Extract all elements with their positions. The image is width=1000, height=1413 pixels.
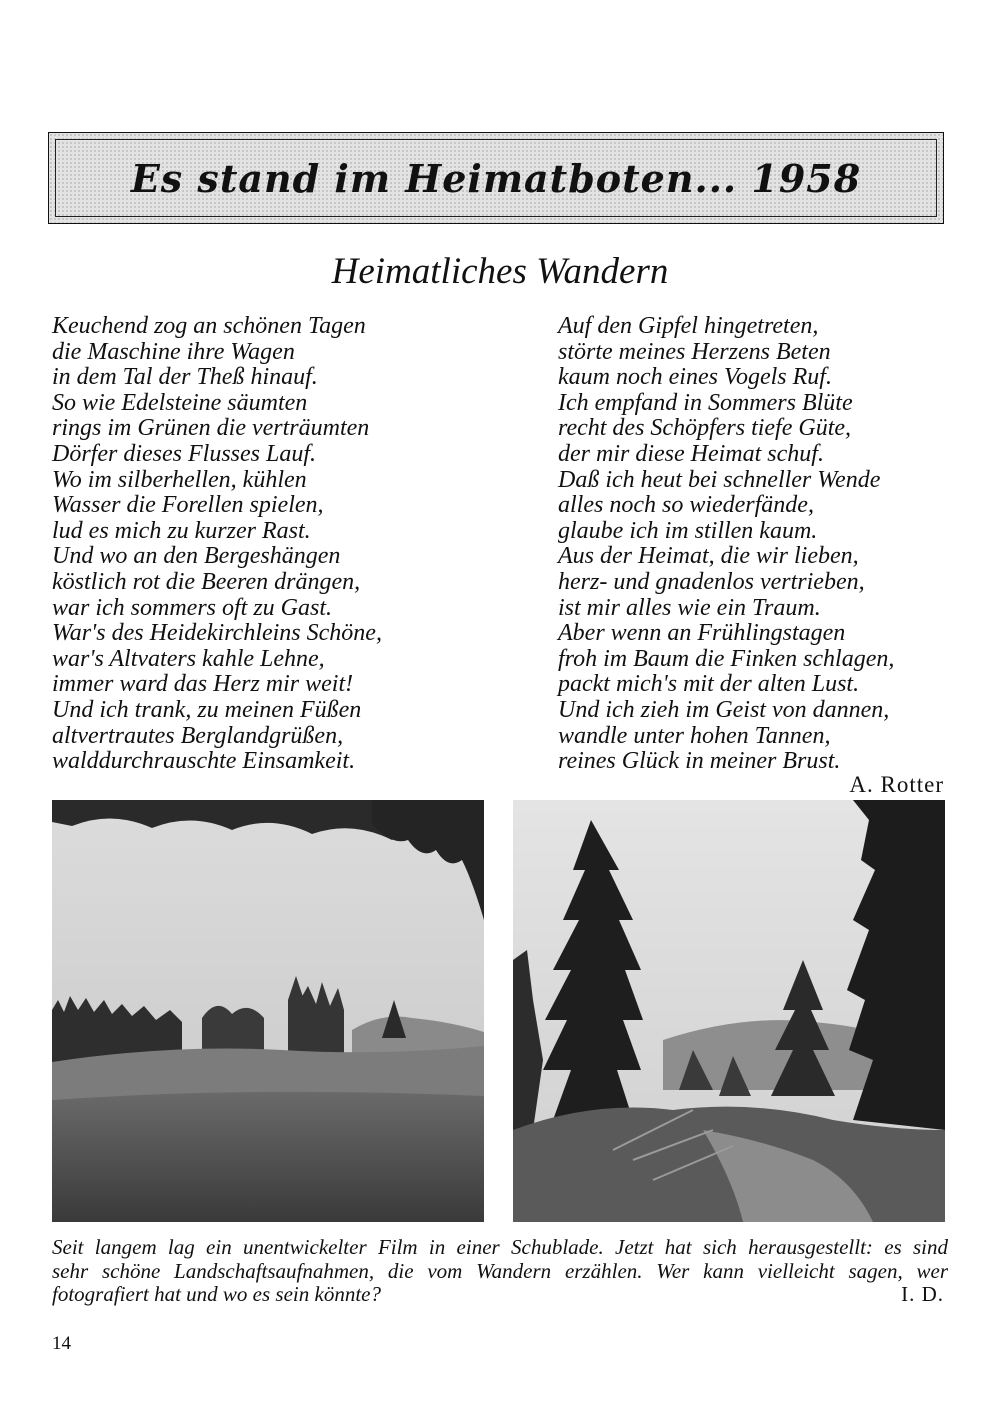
poem-line: kaum noch eines Vogels Ruf.	[558, 364, 832, 391]
caption-last-row	[52, 1283, 948, 1307]
poem-line: war's Altvaters kahle Lehne,	[52, 645, 325, 672]
poem-line: ist mir alles wie ein Traum.	[558, 594, 821, 621]
section-banner	[48, 132, 944, 224]
banner-frame	[55, 139, 937, 217]
poem-line: So wie Edelsteine säumten	[52, 389, 308, 416]
caption-line: Seit langem lag ein unentwickelter Film in einer Schublade. Jetzt hat sich herausgestellt: es sind	[52, 1235, 948, 1259]
poem-line: Aber wenn an Frühlingstagen	[558, 620, 846, 647]
poem-line: Wasser die Forellen spielen,	[52, 492, 324, 519]
poem-line: Aus der Heimat, die wir lieben,	[558, 543, 859, 570]
poem-line: walddurchrauschte Einsamkeit.	[52, 748, 356, 775]
poem-line: war ich sommers oft zu Gast.	[52, 594, 333, 621]
poem-line: herz- und gnadenlos vertrieben,	[558, 568, 865, 595]
forest-path-image	[513, 800, 945, 1222]
photo-caption	[52, 1236, 948, 1307]
poem-line: rings im Grünen die verträumten	[52, 415, 370, 442]
poem-line: recht des Schöpfers tiefe Güte,	[558, 415, 852, 442]
poem-line: Daß ich heut bei schneller Wende	[558, 466, 881, 493]
poem-line: alles noch so wiederfände,	[558, 492, 814, 519]
poem-line: die Maschine ihre Wagen	[52, 338, 295, 365]
poem-line: in dem Tal der Theß hinauf.	[52, 364, 318, 391]
poem-line: packt mich's mit der alten Lust.	[558, 671, 860, 698]
poem-line: Dörfer dieses Flusses Lauf.	[52, 440, 316, 467]
poem-line: froh im Baum die Finken schlagen,	[558, 645, 895, 672]
poem-line: wandle unter hohen Tannen,	[558, 722, 831, 749]
poem-line: reines Glück in meiner Brust.	[558, 748, 841, 775]
poem-line: störte meines Herzens Beten	[558, 338, 831, 365]
poem-title: Heimatliches Wandern	[331, 251, 669, 292]
poem-line: War's des Heidekirchleins Schöne,	[52, 620, 382, 647]
poem-column-right	[558, 314, 894, 775]
banner-title: Es stand im Heimatboten... 1958	[130, 155, 862, 201]
caption-line: sehr schöne Landschaftsaufnahmen, die vom Wandern erzählen. Wer kann vielleicht sagen, wer	[52, 1258, 948, 1283]
poem-line: Und ich trank, zu meinen Füßen	[52, 696, 362, 723]
poem-line: der mir diese Heimat schuf.	[558, 440, 824, 467]
poem-line: glaube ich im stillen kaum.	[558, 517, 818, 544]
caption-line: fotografiert hat und wo es sein könnte?	[52, 1282, 381, 1306]
poem-line: köstlich rot die Beeren drängen,	[52, 568, 361, 595]
poem-column-left	[52, 314, 382, 775]
poem-line: Und ich zieh im Geist von dannen,	[558, 696, 890, 723]
poem-line: Und wo an den Bergeshängen	[52, 543, 341, 570]
poem-line: lud es mich zu kurzer Rast.	[52, 517, 311, 544]
photo-forest-path	[513, 800, 945, 1222]
page-number: 14	[52, 1333, 71, 1354]
photo-meadow-landscape	[52, 800, 484, 1222]
poem-author: A. Rotter	[849, 772, 944, 797]
poem-line: Wo im silberhellen, kühlen	[52, 466, 307, 493]
poem-line: altvertrautes Berglandgrüßen,	[52, 722, 344, 749]
poem-line: Auf den Gipfel hingetreten,	[558, 313, 819, 339]
poem-line: Ich empfand in Sommers Blüte	[558, 389, 853, 416]
poem-line: Keuchend zog an schönen Tagen	[52, 313, 366, 339]
poem-line: immer ward das Herz mir weit!	[52, 671, 354, 698]
caption-initials: I. D.	[901, 1282, 944, 1306]
meadow-landscape-image	[52, 800, 484, 1222]
